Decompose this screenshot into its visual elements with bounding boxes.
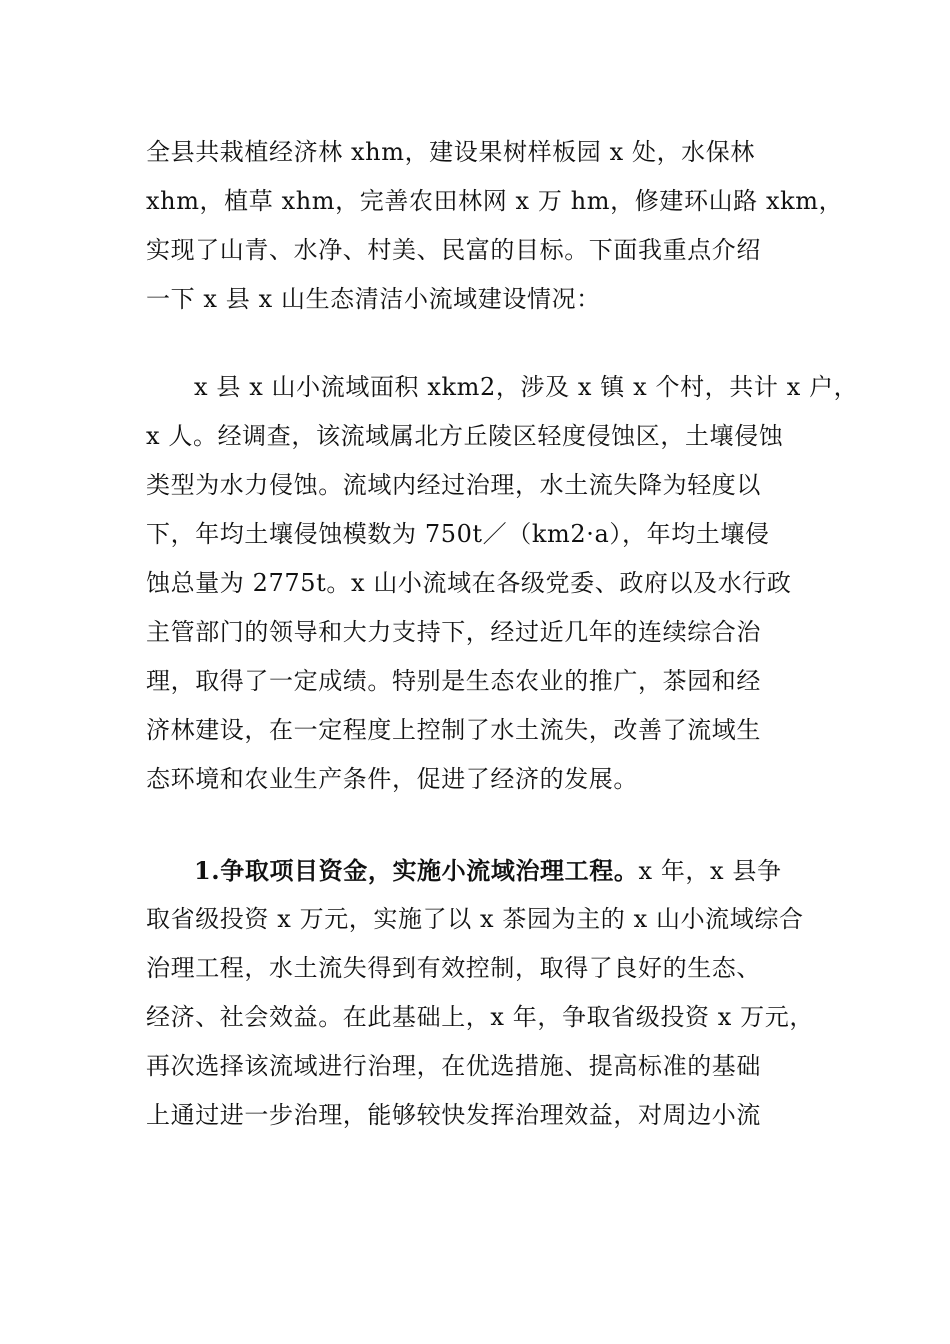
paragraph-2-line: 类型为水力侵蚀。流域内经过治理，水土流失降为轻度以 bbox=[146, 471, 761, 499]
paragraph-3-line: 治理工程，水土流失得到有效控制，取得了良好的生态、 bbox=[146, 954, 761, 982]
paragraph-1-line: 一下 x 县 x 山生态清洁小流域建设情况： bbox=[146, 285, 601, 313]
paragraph-1-line: xhm，植草 xhm，完善农田林网 x 万 hm，修建环山路 xkm， bbox=[146, 187, 844, 215]
paragraph-2-line: 蚀总量为 2775t。x 山小流域在各级党委、政府以及水行政 bbox=[146, 569, 792, 597]
paragraph-3-first-line bbox=[146, 846, 816, 895]
section-heading: 1.争取项目资金，实施小流域治理工程。 bbox=[194, 856, 639, 885]
paragraph-3 bbox=[146, 846, 816, 1140]
paragraph-2-line: 态环境和农业生产条件，促进了经济的发展。 bbox=[146, 765, 638, 793]
paragraph-1-line: 实现了山青、水净、村美、民富的目标。下面我重点介绍 bbox=[146, 236, 761, 264]
paragraph-2-line: 主管部门的领导和大力支持下，经过近几年的连续综合治 bbox=[146, 618, 761, 646]
paragraph-2-line: x 县 x 山小流域面积 xkm2，涉及 x 镇 x 个村，共计 x 户， bbox=[194, 373, 859, 401]
paragraph-3-line: 取省级投资 x 万元，实施了以 x 茶园为主的 x 山小流域综合 bbox=[146, 905, 804, 933]
paragraph-1-line: 全县共栽植经济林 xhm，建设果树样板园 x 处，水保林 bbox=[146, 138, 755, 166]
paragraph-1 bbox=[146, 128, 844, 324]
paragraph-2-line: 下，年均土壤侵蚀模数为 750t／（km2·a），年均土壤侵 bbox=[146, 520, 770, 548]
paragraph-2-line: 济林建设，在一定程度上控制了水土流失，改善了流域生 bbox=[146, 716, 761, 744]
paragraph-2 bbox=[146, 363, 859, 804]
paragraph-3-line: 再次选择该流域进行治理，在优选措施、提高标准的基础 bbox=[146, 1052, 761, 1080]
paragraph-3-first-line-text: x 年，x 县争 bbox=[638, 857, 782, 885]
paragraph-3-line: 上通过进一步治理，能够较快发挥治理效益，对周边小流 bbox=[146, 1101, 761, 1129]
paragraph-3-line: 经济、社会效益。在此基础上，x 年，争取省级投资 x 万元， bbox=[146, 1003, 814, 1031]
paragraph-2-line: 理，取得了一定成绩。特别是生态农业的推广，茶园和经 bbox=[146, 667, 761, 695]
paragraph-2-line: x 人。经调查，该流域属北方丘陵区轻度侵蚀区，土壤侵蚀 bbox=[146, 422, 784, 450]
